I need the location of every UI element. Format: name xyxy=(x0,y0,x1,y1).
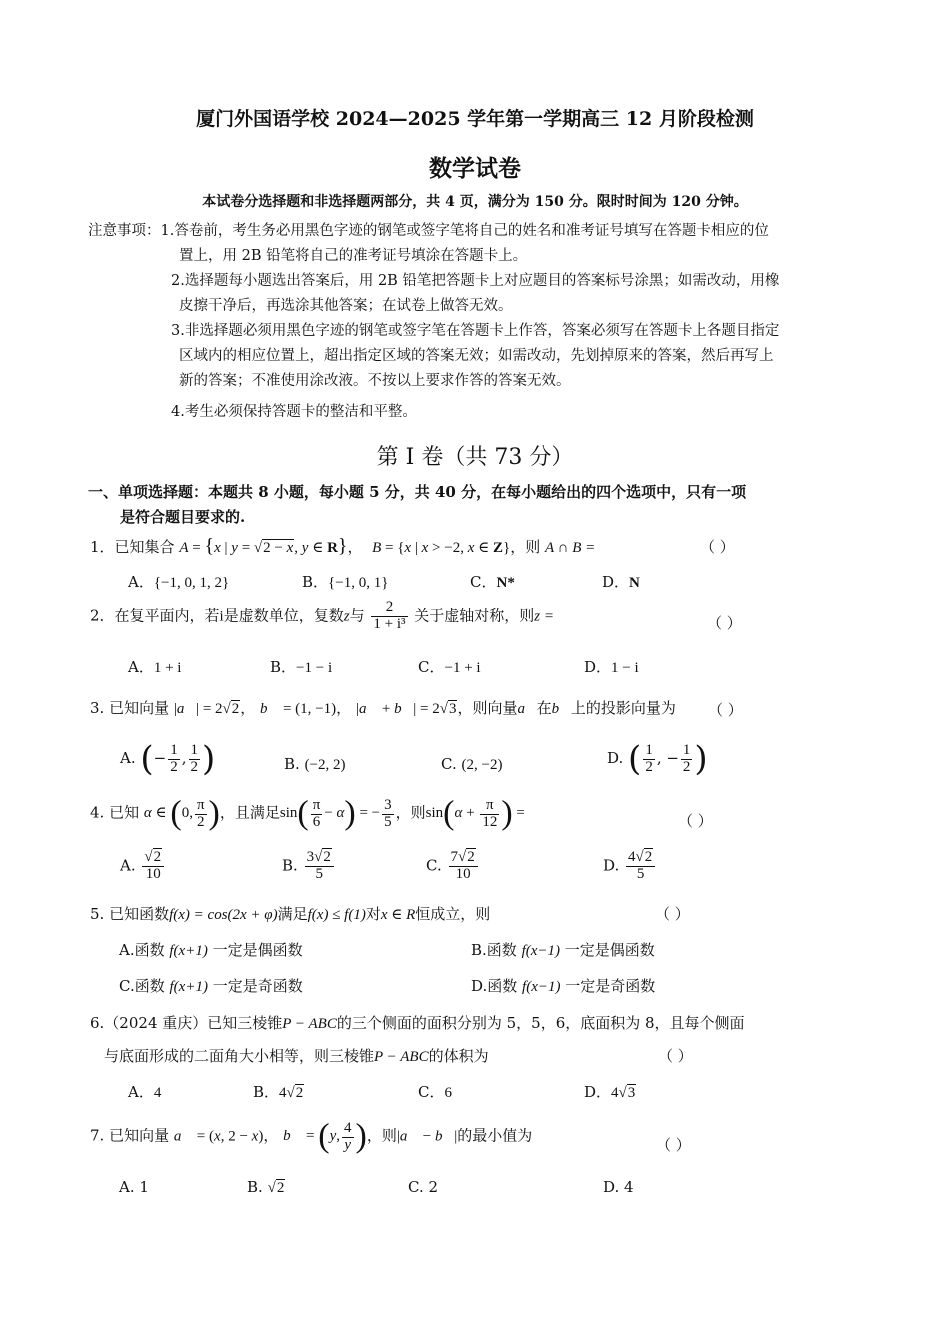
q7-option-a: A. 1 xyxy=(119,1178,149,1196)
section-heading-2: 是符合题目要求的. xyxy=(120,508,246,526)
answer-paren-3: （ ） xyxy=(708,701,743,719)
answer-paren-4: （ ） xyxy=(678,812,713,830)
q6-option-b: B．4√2 xyxy=(253,1083,304,1101)
answer-paren-7: （ ） xyxy=(656,1136,691,1154)
exam-intro: 本试卷分选择题和非选择题两部分，共 4 页，满分为 150 分。限时时间为 120 分钟。 xyxy=(202,194,748,210)
q2-fraction: $\frac{2}{\text{1 + i³}}$ xyxy=(373,599,406,632)
q4-option-d: D. $\frac{4√2}{5}$ xyxy=(603,850,657,883)
notes-line-1b: 置上，用 2B 铅笔将自己的准考证号填涂在答题卡上。 xyxy=(179,248,528,264)
q1-option-a: A．{−1, 0, 1, 2} xyxy=(128,573,230,591)
q5-option-a: A.函数 f(x+1) 一定是偶函数 xyxy=(119,941,303,959)
exam-title: 厦门外国语学校 2024—2025 学年第一学期高三 12 月阶段检测 xyxy=(196,108,754,130)
question-3: 3. 已知向量 |a⃗| = 2√2， b⃗ = (1, −1)， |a⃗ + b⃗| = 2√3，则向量a⃗在b⃗上的投影向量为 xyxy=(90,699,676,717)
q1-option-d: D．N xyxy=(602,573,640,591)
q2-option-d: D．1 − i xyxy=(584,658,639,676)
q7-option-d: D. 4 xyxy=(603,1178,634,1196)
answer-paren-2: （ ） xyxy=(707,614,742,632)
q4-option-b: B. $\frac{3√2}{5}$ xyxy=(282,850,336,883)
answer-paren-5: （ ） xyxy=(655,905,690,923)
q5-option-d: D.函数 f(x−1) 一定是奇函数 xyxy=(471,977,656,995)
q3-option-a: A. (− $\frac{1}{2}$ , $\frac{1}{2}$ ) xyxy=(120,739,216,779)
q4-option-c: C. $\frac{7√2}{10}$ xyxy=(426,850,480,883)
notes-label: 注意事项： xyxy=(88,223,161,239)
answer-paren-6: （ ） xyxy=(658,1047,693,1065)
notes-line-3b: 区域内的相应位置上，超出指定区域的答案无效；如需改动，先划掉原来的答案，然后再写上 xyxy=(179,348,774,364)
q4-option-a: A. $\frac{√2}{10}$ xyxy=(120,850,166,883)
subject-title: 数学试卷 xyxy=(429,155,521,182)
question-6-line-2: 与底面形成的二面角大小相等，则三棱锥P − ABC的体积为 xyxy=(104,1047,489,1065)
question-2: 2．在复平面内，若i是虚数单位，复数z与 $\frac{2}{\text{1 + i³}}$ 关于虚轴对称，则z = xyxy=(90,599,555,632)
question-5: 5. 已知函数f(x) = cos(2x + φ)满足f(x) ≤ f(1)对x ∈ R恒成立，则 xyxy=(90,905,491,923)
q7-option-b: B. √2 xyxy=(247,1178,285,1196)
notes-line-3c: 新的答案；不准使用涂改液。不按以上要求作答的答案无效。 xyxy=(179,373,571,389)
q6-option-a: A．4 xyxy=(128,1083,162,1101)
part-heading: 第 I 卷（共 73 分） xyxy=(376,445,574,470)
q1-option-b: B．{−1, 0, 1} xyxy=(302,573,389,591)
q1-option-c: C．N* xyxy=(470,573,515,591)
set-b: B = {x | x > −2, x ∈ Z} xyxy=(372,540,511,556)
question-4: 4. 已知 α ∈ (0, $\frac{\pi}{2}$ )，且满足sin( $\frac{\pi}{6}$ − α) = − $\frac{3}{5}$ ，则sin(α + $\frac{\pi}{12}$ ) = xyxy=(90,795,525,832)
q6-option-d: D．4√3 xyxy=(584,1083,636,1101)
q3-option-c: C. (2, −2) xyxy=(441,755,503,773)
q5-option-c: C.函数 f(x+1) 一定是奇函数 xyxy=(119,977,303,995)
q3-option-b: B. (−2, 2) xyxy=(284,755,346,773)
q2-option-b: B．−1 − i xyxy=(270,658,333,676)
q3-option-d: D. ( $\frac{1}{2}$ , − $\frac{1}{2}$ ) xyxy=(607,739,708,779)
question-1: 1．已知集合 A = {x | y = √2 − x, y ∈ R}， B = {x | x > −2, x ∈ Z}，则 A ∩ B = xyxy=(90,535,596,557)
notes-line-3: 3.非选择题必须用黑色字迹的钢笔或签字笔在答题卡上作答，答案必须写在答题卡上各题目指定 xyxy=(171,323,780,339)
notes-line-1: 注意事项：1.答卷前，考生务必用黑色字迹的钢笔或签字笔将自己的姓名和准考证号填写在答题卡相应的位 xyxy=(88,223,769,239)
question-7: 7. 已知向量 a⃗ = (x, 2 − x)， b⃗ = (y, $\frac{4}{y}$ )，则|a⃗ − b⃗|的最小值为 xyxy=(90,1118,533,1155)
q2-option-c: C．−1 + i xyxy=(418,658,481,676)
set-a: A = {x | y = √2 − x, y ∈ R} xyxy=(179,535,348,557)
q6-option-c: C．6 xyxy=(418,1083,452,1101)
q2-option-a: A．1 + i xyxy=(128,658,182,676)
notes-line-2b: 皮擦干净后，再选涂其他答案；在试卷上做答无效。 xyxy=(179,298,513,314)
section-heading-1: 一、单项选择题：本题共 8 小题，每小题 5 分，共 40 分，在每小题给出的四个选项中，只有一项 xyxy=(88,483,747,501)
notes-line-4: 4.考生必须保持答题卡的整洁和平整。 xyxy=(171,404,417,420)
notes-line-2: 2.选择题每小题选出答案后，用 2B 铅笔把答题卡上对应题目的答案标号涂黑；如需改动，用橡 xyxy=(171,273,780,289)
answer-paren-1: （ ） xyxy=(700,538,735,556)
q7-option-c: C. 2 xyxy=(408,1178,439,1196)
question-6: 6.（2024 重庆）已知三棱锥P − ABC的三个侧面的面积分别为 5，5，6，底面积为 8，且每个侧面 xyxy=(90,1014,745,1032)
q5-option-b: B.函数 f(x−1) 一定是偶函数 xyxy=(471,941,655,959)
